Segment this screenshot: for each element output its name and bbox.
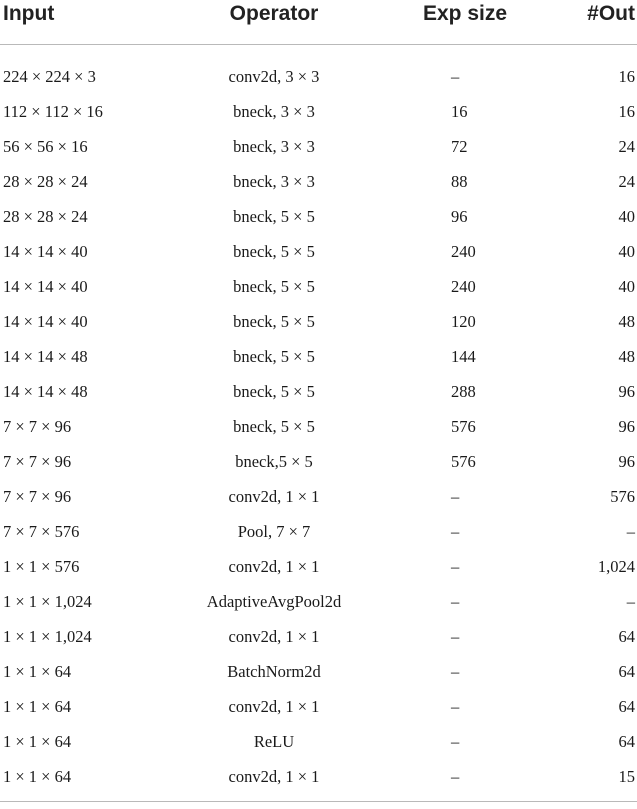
cell-operator: bneck,5 × 5 bbox=[235, 452, 313, 471]
cell-exp-size: 72 bbox=[451, 137, 468, 156]
cell-exp-size: 240 bbox=[451, 277, 476, 296]
cell-operator: ReLU bbox=[253, 732, 295, 751]
cell-exp-size: 16 bbox=[451, 102, 468, 121]
cell-out: 576 bbox=[610, 487, 635, 506]
cell-input: 7 × 7 × 96 bbox=[3, 487, 72, 506]
cell-operator: bneck, 5 × 5 bbox=[233, 207, 315, 226]
cell-input: 14 × 14 × 48 bbox=[3, 347, 88, 366]
table-row bbox=[0, 373, 637, 408]
cell-exp-size: – bbox=[451, 487, 460, 506]
table-row bbox=[0, 338, 637, 373]
cell-exp-size: 576 bbox=[451, 452, 476, 471]
cell-input: 14 × 14 × 40 bbox=[3, 312, 88, 331]
cell-out: 96 bbox=[618, 452, 635, 471]
table-row bbox=[0, 653, 637, 688]
table-row bbox=[0, 303, 637, 338]
cell-out: 96 bbox=[618, 417, 635, 436]
table-row bbox=[0, 198, 637, 233]
cell-input: 224 × 224 × 3 bbox=[3, 67, 96, 86]
cell-operator: bneck, 5 × 5 bbox=[233, 382, 315, 401]
cell-operator: bneck, 5 × 5 bbox=[233, 277, 315, 296]
cell-input: 1 × 1 × 64 bbox=[3, 732, 72, 751]
header-exp-size: Exp size bbox=[423, 2, 508, 25]
cell-operator: bneck, 3 × 3 bbox=[233, 137, 315, 156]
cell-input: 7 × 7 × 576 bbox=[3, 522, 80, 541]
cell-exp-size: – bbox=[451, 592, 460, 611]
table-body bbox=[0, 45, 637, 793]
cell-exp-size: – bbox=[451, 767, 460, 786]
cell-operator: Pool, 7 × 7 bbox=[237, 522, 311, 541]
bottom-rule bbox=[0, 801, 637, 802]
cell-exp-size: – bbox=[451, 557, 460, 576]
cell-operator: conv2d, 1 × 1 bbox=[228, 487, 320, 506]
table-row bbox=[0, 478, 637, 513]
cell-input: 14 × 14 × 48 bbox=[3, 382, 88, 401]
table-row bbox=[0, 443, 637, 478]
cell-out: 40 bbox=[618, 277, 635, 296]
cell-operator: bneck, 3 × 3 bbox=[233, 172, 315, 191]
table-header bbox=[0, 0, 637, 45]
cell-out: 64 bbox=[618, 697, 635, 716]
header-out: #Out bbox=[587, 2, 635, 25]
cell-input: 28 × 28 × 24 bbox=[3, 207, 88, 226]
cell-out: – bbox=[626, 592, 635, 611]
cell-out: 64 bbox=[618, 627, 635, 646]
cell-operator: BatchNorm2d bbox=[227, 662, 321, 681]
cell-out: 16 bbox=[618, 102, 635, 121]
cell-out: 40 bbox=[618, 207, 635, 226]
cell-operator: conv2d, 1 × 1 bbox=[228, 767, 320, 786]
table-row bbox=[0, 688, 637, 723]
table-row bbox=[0, 758, 637, 793]
cell-exp-size: – bbox=[451, 662, 460, 681]
cell-input: 56 × 56 × 16 bbox=[3, 137, 88, 156]
cell-out: 40 bbox=[618, 242, 635, 261]
cell-operator: bneck, 5 × 5 bbox=[233, 347, 315, 366]
cell-exp-size: 88 bbox=[451, 172, 468, 191]
header-operator: Operator bbox=[229, 2, 319, 25]
cell-out: 64 bbox=[618, 662, 635, 681]
cell-out: 24 bbox=[618, 172, 635, 191]
cell-input: 1 × 1 × 64 bbox=[3, 767, 72, 786]
cell-out: 15 bbox=[618, 767, 635, 786]
cell-exp-size: – bbox=[451, 732, 460, 751]
cell-input: 14 × 14 × 40 bbox=[3, 242, 88, 261]
table-row bbox=[0, 513, 637, 548]
table-row bbox=[0, 583, 637, 618]
cell-operator: bneck, 3 × 3 bbox=[233, 102, 315, 121]
cell-exp-size: – bbox=[451, 522, 460, 541]
cell-input: 1 × 1 × 576 bbox=[3, 557, 80, 576]
cell-exp-size: – bbox=[451, 627, 460, 646]
cell-input: 112 × 112 × 16 bbox=[3, 102, 103, 121]
table-row bbox=[0, 58, 637, 93]
cell-exp-size: 120 bbox=[451, 312, 476, 331]
table-row bbox=[0, 408, 637, 443]
cell-exp-size: 288 bbox=[451, 382, 476, 401]
cell-operator: conv2d, 1 × 1 bbox=[228, 627, 320, 646]
cell-operator: bneck, 5 × 5 bbox=[233, 417, 315, 436]
cell-operator: AdaptiveAvgPool2d bbox=[206, 592, 342, 611]
table-row bbox=[0, 233, 637, 268]
header-input: Input bbox=[3, 2, 55, 25]
cell-input: 1 × 1 × 64 bbox=[3, 697, 72, 716]
cell-out: 96 bbox=[618, 382, 635, 401]
cell-input: 1 × 1 × 1,024 bbox=[3, 592, 92, 611]
cell-exp-size: – bbox=[451, 697, 460, 716]
cell-input: 7 × 7 × 96 bbox=[3, 417, 72, 436]
cell-exp-size: – bbox=[451, 67, 460, 86]
cell-out: – bbox=[626, 522, 635, 541]
table-row bbox=[0, 548, 637, 583]
cell-input: 14 × 14 × 40 bbox=[3, 277, 88, 296]
cell-operator: bneck, 5 × 5 bbox=[233, 242, 315, 261]
cell-operator: conv2d, 1 × 1 bbox=[228, 557, 320, 576]
cell-exp-size: 576 bbox=[451, 417, 476, 436]
cell-exp-size: 96 bbox=[451, 207, 468, 226]
cell-input: 7 × 7 × 96 bbox=[3, 452, 72, 471]
table-row bbox=[0, 268, 637, 303]
cell-out: 48 bbox=[618, 347, 635, 366]
cell-exp-size: 240 bbox=[451, 242, 476, 261]
cell-input: 1 × 1 × 1,024 bbox=[3, 627, 92, 646]
cell-out: 16 bbox=[618, 67, 635, 86]
table-row bbox=[0, 128, 637, 163]
cell-out: 1,024 bbox=[597, 557, 635, 576]
cell-out: 48 bbox=[618, 312, 635, 331]
cell-input: 1 × 1 × 64 bbox=[3, 662, 72, 681]
table-row bbox=[0, 93, 637, 128]
cell-input: 28 × 28 × 24 bbox=[3, 172, 88, 191]
cell-operator: conv2d, 1 × 1 bbox=[228, 697, 320, 716]
table-row bbox=[0, 723, 637, 758]
cell-out: 24 bbox=[618, 137, 635, 156]
cell-out: 64 bbox=[618, 732, 635, 751]
table-row bbox=[0, 618, 637, 653]
cell-exp-size: 144 bbox=[451, 347, 476, 366]
cell-operator: conv2d, 3 × 3 bbox=[228, 67, 320, 86]
table-row bbox=[0, 163, 637, 198]
cell-operator: bneck, 5 × 5 bbox=[233, 312, 315, 331]
